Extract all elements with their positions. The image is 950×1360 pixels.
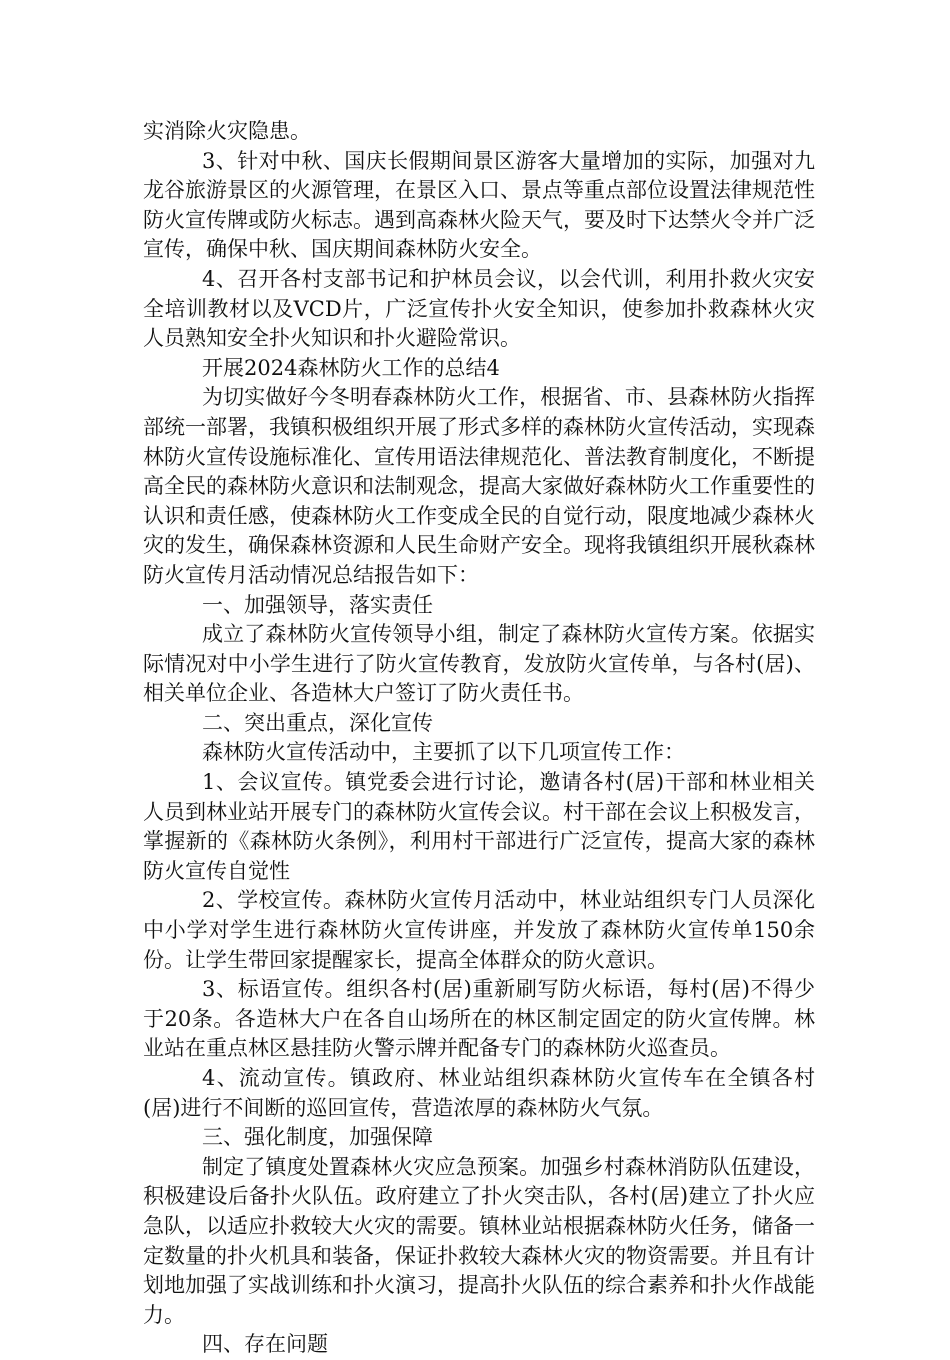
- paragraph-item-4: 4、召开各村支部书记和护林员会议，以会代训，利用扑救火灾安全培训教材以及VCD片，广泛宣传扑火安全知识，使参加扑救森林火灾人员熟知安全扑火知识和扑火避险常识。: [143, 266, 815, 351]
- document-body: [143, 117, 815, 1360]
- paragraph-system-guarantee: 制定了镇度处置森林火灾应急预案。加强乡村森林消防队伍建设，积极建设后备扑火队伍。政府建立了扑火突击队，各村(居)建立了扑火应急队，以适应扑救较大火灾的需要。镇林业站根据森林防火任务，储备一定数量的扑火机具和装备，保证扑救较大森林火灾的物资需要。并且有计划地加强了实战训练和扑火演习，提高扑火队伍的综合素养和扑火作战能力。: [143, 1154, 815, 1327]
- paragraph-continuation: 实消除火灾隐患。: [143, 119, 311, 143]
- paragraph-mobile-publicity: 4、流动宣传。镇政府、林业站组织森林防火宣传车在全镇各村(居)进行不间断的巡回宣传，营造浓厚的森林防火气氛。: [143, 1066, 815, 1120]
- section-title: 开展2024森林防火工作的总结4: [202, 355, 500, 380]
- paragraph-publicity-overview: 森林防火宣传活动中，主要抓了以下几项宣传工作：: [202, 740, 685, 765]
- heading-4: 四、存在问题: [202, 1332, 328, 1357]
- heading-1: 一、加强领导，落实责任: [202, 592, 433, 617]
- paragraph-slogan-publicity: 3、标语宣传。组织各村(居)重新刷写防火标语，每村(居)不得少于20条。各造林大户在各自山场所在的林区制定固定的防火宣传牌。林业站在重点林区悬挂防火警示牌并配备专门的森林防火巡查员。: [143, 977, 815, 1061]
- paragraph-item-3: 3、针对中秋、国庆长假期间景区游客大量增加的实际，加强对九龙谷旅游景区的火源管理，在景区入口、景点等重点部位设置法律规范性防火宣传牌或防火标志。遇到高森林火险天气，要及时下达禁火令并广泛宣传，确保中秋、国庆期间森林防火安全。: [143, 148, 815, 262]
- paragraph-intro: 为切实做好今冬明春森林防火工作，根据省、市、县森林防火指挥部统一部署，我镇积极组织开展了形式多样的森林防火宣传活动，实现森林防火宣传设施标准化、宣传用语法律规范化、普法教育制度化，不断提高全民的森林防火意识和法制观念，提高大家做好森林防火工作重要性的认识和责任感，使森林防火工作变成全民的自觉行动，限度地减少森林火灾的发生，确保森林资源和人民生命财产安全。现将我镇组织开展秋森林防火宣传月活动情况总结报告如下：: [143, 385, 815, 587]
- paragraph-school-publicity: 2、学校宣传。森林防火宣传月活动中，林业站组织专门人员深化中小学对学生进行森林防火宣传讲座，并发放了森林防火宣传单150余份。让学生带回家提醒家长，提高全体群众的防火意识。: [143, 888, 815, 972]
- heading-2: 二、突出重点，深化宣传: [202, 710, 433, 735]
- heading-3: 三、强化制度，加强保障: [202, 1125, 433, 1150]
- paragraph-meeting-publicity: 1、会议宣传。镇党委会进行讨论，邀请各村(居)干部和林业相关人员到林业站开展专门的森林防火宣传会议。村干部在会议上积极发言，掌握新的《森林防火条例》，利用村干部进行广泛宣传，提高大家的森林防火宣传自觉性: [143, 770, 815, 883]
- paragraph-leadership: 成立了森林防火宣传领导小组，制定了森林防火宣传方案。依据实际情况对中小学生进行了防火宣传教育，发放防火宣传单，与各村(居)、相关单位企业、各造林大户签订了防火责任书。: [143, 622, 815, 706]
